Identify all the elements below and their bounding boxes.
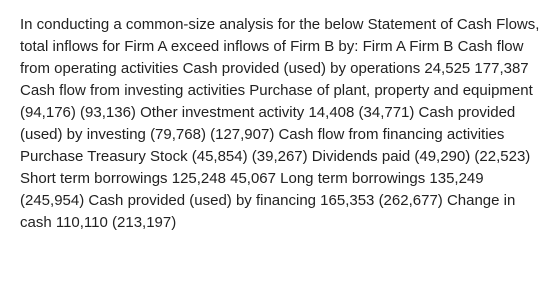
question-text: In conducting a common-size analysis for the below Statement of Cash Flows, total inflows for Firm A exceed inflows of Firm B by: Firm A Firm B Cash flow from operating activities Cash provided (used) by operations 24,525 177,387 Cash flow from investing activities Purchase of plant, property and equipment (94,176) (93,136) Other investment activity 14,408 (34,771) Cash provided (used) by investing (79,768) (127,907) Cash flow from financing activities Purchase Treasury Stock (45,854) (39,267) Dividends paid (49,290) (22,523) Short term borrowings 125,248 45,067 Long term borrowings 135,249 (245,954) Cash provided (used) by financing 165,353 (262,677) Change in cash 110,110 (213,197) bbox=[20, 16, 540, 231]
